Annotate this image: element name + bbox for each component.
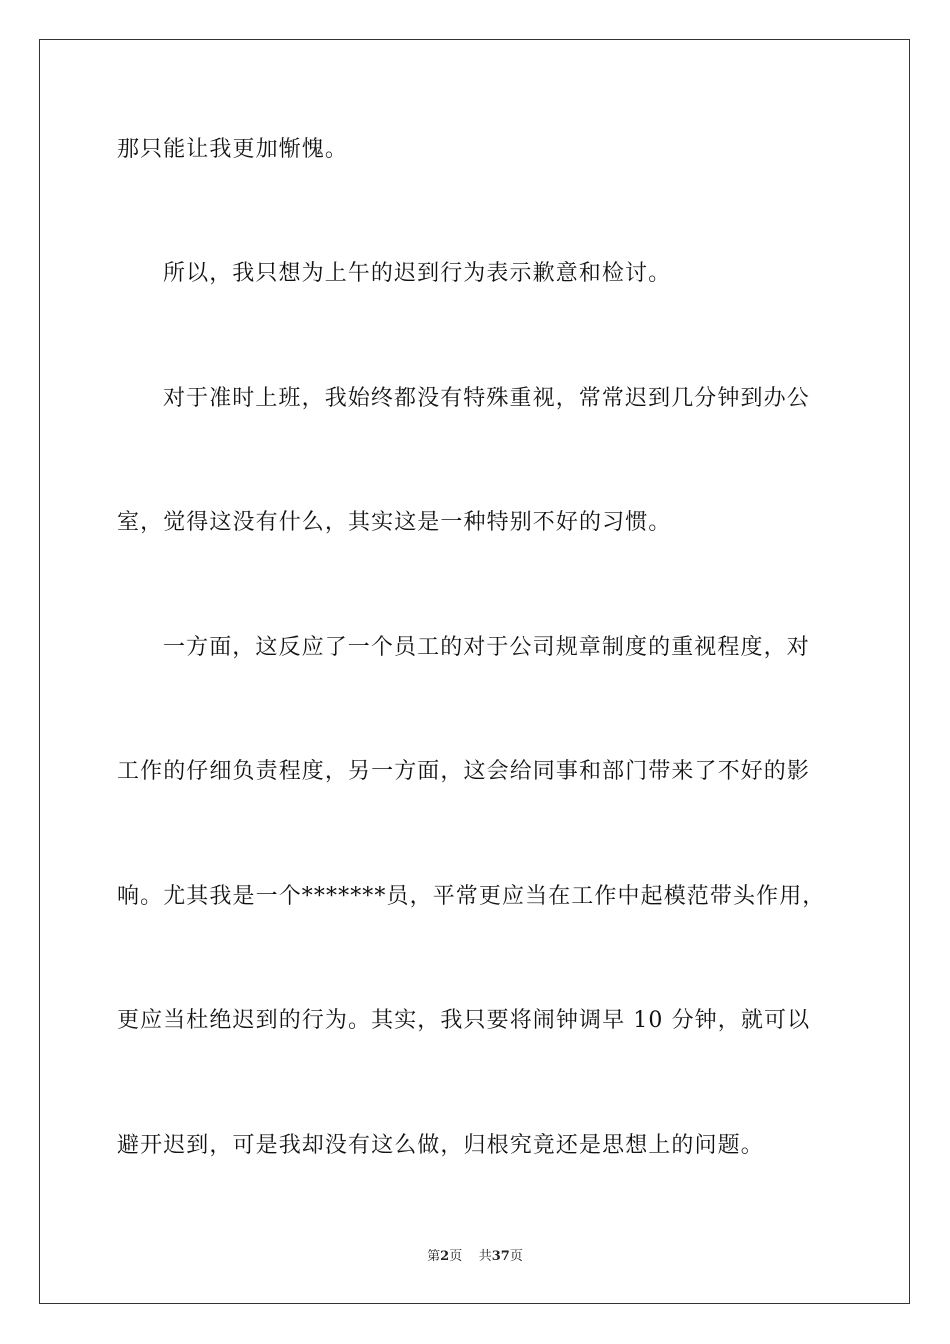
- paragraph-line: 响。尤其我是一个*******员，平常更应当在工作中起模范带头作用，: [117, 884, 826, 909]
- paragraph-line: 避开迟到，可是我却没有这么做，归根究竟还是思想上的问题。: [117, 1133, 764, 1158]
- total-prefix: 共: [478, 1249, 492, 1264]
- page-footer: [0, 1248, 950, 1266]
- total-pages: 37: [491, 1249, 510, 1264]
- paragraph-line: 更应当杜绝迟到的行为。其实，我只要将闹钟调早 10 分钟，就可以: [117, 1008, 811, 1033]
- paragraph-line: 一方面，这反应了一个员工的对于公司规章制度的重视程度，对: [163, 635, 810, 660]
- page-suffix: 页: [449, 1249, 463, 1264]
- page-prefix: 第: [427, 1249, 441, 1264]
- page-number: 2: [440, 1249, 450, 1264]
- paragraph-line: 工作的仔细负责程度，另一方面，这会给同事和部门带来了不好的影: [117, 759, 811, 784]
- total-suffix: 页: [509, 1249, 523, 1264]
- paragraph-line: 所以，我只想为上午的迟到行为表示歉意和检讨。: [163, 261, 672, 286]
- paragraph-line: 对于准时上班，我始终都没有特殊重视，常常迟到几分钟到办公: [163, 386, 810, 411]
- paragraph-line: 室，觉得这没有什么，其实这是一种特别不好的习惯。: [117, 510, 672, 535]
- page-border: [39, 39, 910, 1304]
- paragraph-line: 那只能让我更加惭愧。: [117, 137, 349, 162]
